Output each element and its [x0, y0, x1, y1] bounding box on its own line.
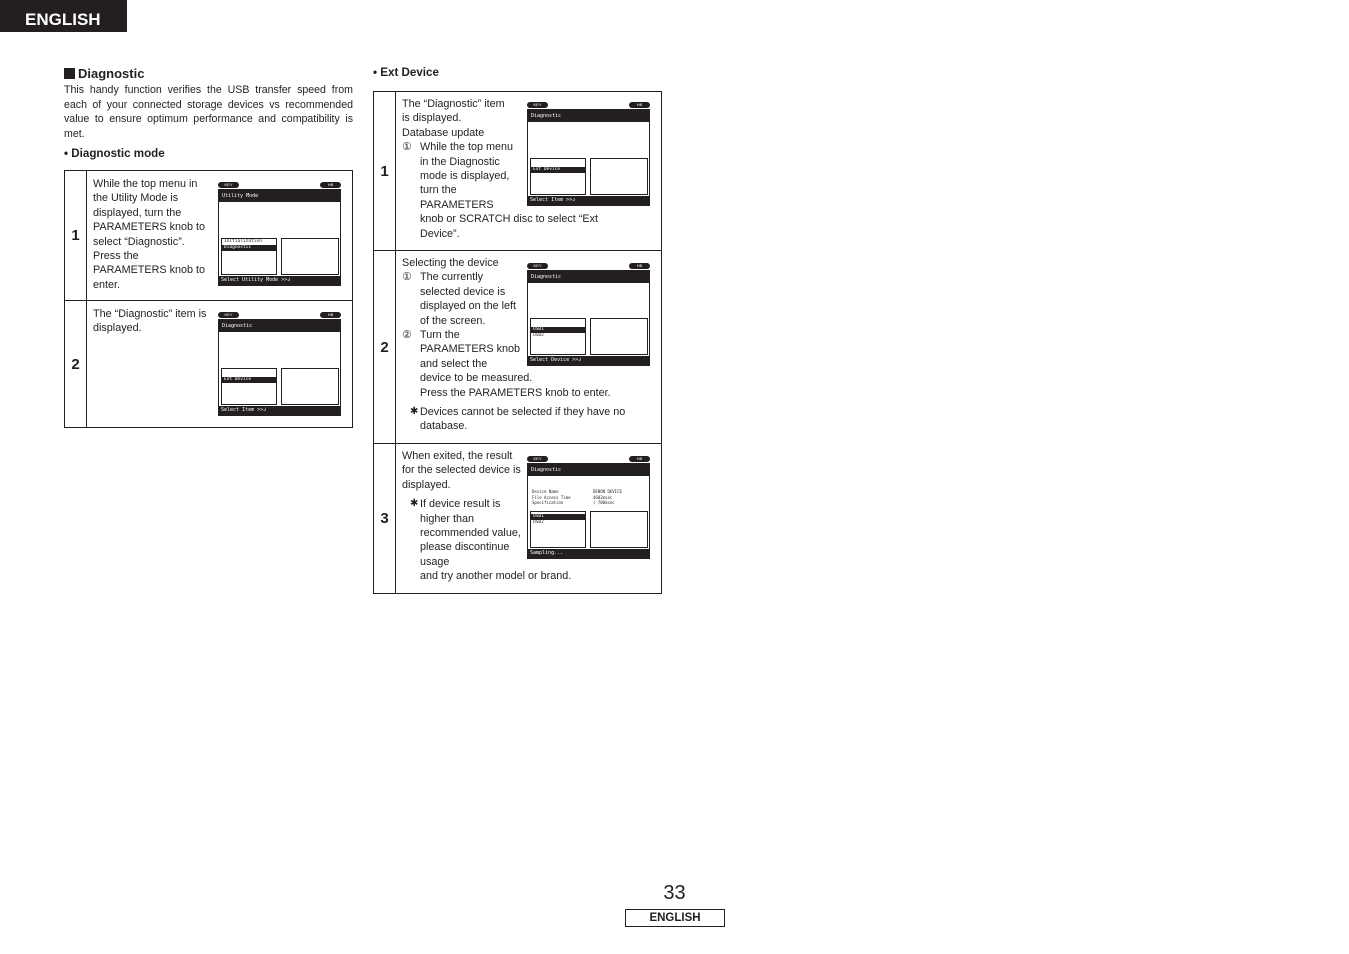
step-row [374, 92, 662, 251]
step-subitem-cont: knob or SCRATCH disc to select “Ext Device”. [420, 213, 599, 240]
section-title [64, 66, 144, 81]
step-line: is displayed. [402, 112, 462, 125]
info-value: ( 700msec [593, 500, 615, 505]
language-tab: ENGLISH [0, 0, 127, 32]
hb-indicator: HB [629, 102, 650, 108]
step-row [374, 444, 662, 594]
lcd-footer: Select Item >>↲ [219, 406, 340, 415]
lcd-screen [218, 312, 341, 416]
step-line: Database update [402, 126, 485, 139]
lcd-frame [527, 463, 650, 559]
diagnostic-mode-steps [64, 170, 353, 428]
step-number: 1 [65, 171, 87, 301]
ext-device-heading: • Ext Device [373, 66, 439, 79]
lcd-list [530, 158, 586, 195]
lcd-info-box [590, 318, 648, 355]
asterisk-icon: ✱ [410, 406, 419, 418]
step-row [374, 251, 662, 444]
lcd-frame [218, 319, 341, 416]
info-key: Specification [532, 500, 564, 505]
lcd-footer: Select Item >>↲ [528, 196, 649, 205]
hb-indicator: HB [320, 312, 341, 318]
step-subitem-cont: Press the PARAMETERS knob to enter. [420, 386, 611, 399]
lcd-frame [218, 189, 341, 286]
circled-number-1: ① [402, 271, 412, 284]
step-number: 2 [65, 301, 87, 428]
lcd-frame [527, 270, 650, 366]
lcd-info-box [281, 238, 339, 275]
step-subitem-text: The currently selected device is displayed on the left of the screen. [420, 271, 517, 327]
step-note-cont: and try another model or brand. [420, 570, 572, 583]
info-key: File Access Time [532, 494, 571, 500]
lcd-list-item-selected: Ext Device [222, 377, 276, 383]
step-note [402, 405, 664, 434]
lcd-result-info [532, 489, 647, 506]
lcd-info-box [281, 368, 339, 405]
lcd-title: Diagnostic [219, 320, 340, 332]
circled-number-2: ② [402, 329, 412, 342]
hb-indicator: HB [320, 182, 341, 188]
lcd-list [530, 511, 586, 548]
page-number: 33 [663, 882, 686, 904]
lcd-screen [527, 456, 650, 559]
lcd-list-item-selected: Ext Device [531, 167, 585, 173]
info-value: 4602msec [593, 494, 613, 500]
lcd-footer: Select Device >>↲ [528, 356, 649, 365]
hb-indicator: HB [629, 263, 650, 269]
step-note [402, 497, 522, 569]
key-indicator: KEY [218, 312, 239, 318]
lcd-footer: Sampling... [528, 549, 649, 558]
section-title-text: Diagnostic [78, 66, 145, 81]
intro-paragraph: This handy function verifies the USB transfer speed from each of your connected storage devices vs recommended value to ensure optimum performance and compatibility is met. [64, 84, 353, 140]
info-row [532, 500, 647, 506]
hb-indicator: HB [629, 456, 650, 462]
lcd-screen [218, 182, 341, 286]
step-note-text: If device result is higher than recommended value, please discontinue usage [420, 498, 521, 568]
step-body [396, 92, 662, 251]
lcd-title: Utility Mode [219, 190, 340, 202]
lcd-list [221, 238, 277, 275]
asterisk-icon: ✱ [410, 498, 419, 510]
step-subitem-cont: device to be measured. [420, 372, 533, 385]
key-indicator: KEY [218, 182, 239, 188]
footer-language-label: ENGLISH [625, 909, 725, 927]
step-body [87, 171, 353, 301]
lcd-list-item: USB2 [533, 520, 544, 525]
lcd-list [221, 368, 277, 405]
ext-device-steps [373, 91, 662, 594]
step-subitem-text: Turn the PARAMETERS knob and select the [420, 329, 521, 370]
step-number: 2 [374, 251, 396, 444]
step-row [65, 171, 353, 301]
circled-number-1: ① [402, 141, 412, 154]
step-line: The “Diagnostic” item [402, 98, 505, 110]
step-line: Selecting the device [402, 257, 499, 269]
key-indicator: KEY [527, 456, 548, 462]
step-body [396, 444, 662, 594]
lcd-screen [527, 102, 650, 206]
step-subitem [402, 140, 522, 212]
lcd-info-box [590, 158, 648, 195]
step-subitem [402, 328, 524, 371]
step-text: The “Diagnostic” item is displayed. [93, 308, 207, 335]
step-number: 1 [374, 92, 396, 251]
lcd-title: Diagnostic [528, 110, 649, 122]
key-indicator: KEY [527, 102, 548, 108]
lcd-footer: Select Utility Mode >>↲ [219, 276, 340, 285]
step-subitem [402, 270, 522, 328]
lcd-info-box [590, 511, 648, 548]
step-number: 3 [374, 444, 396, 594]
square-bullet-icon [64, 68, 75, 79]
step-body [87, 301, 353, 428]
lcd-list-item: USB2 [533, 333, 544, 338]
step-subitem-text: While the top menu in the Diagnostic mode is displayed, turn the PARAMETERS [420, 141, 514, 211]
step-note-text: Devices cannot be selected if they have no database. [420, 406, 626, 433]
diagnostic-mode-heading: • Diagnostic mode [64, 147, 165, 160]
lcd-list-item-selected: USB1 [531, 327, 585, 333]
lcd-list [530, 318, 586, 355]
step-body [396, 251, 662, 444]
info-value: DENON DEVICE [593, 489, 622, 494]
step-row [65, 301, 353, 428]
lcd-list-item-selected: Diagnostic [222, 245, 276, 251]
info-key: Device Name [532, 489, 559, 494]
lcd-title: Diagnostic [528, 464, 649, 476]
lcd-list-item: Initialization [224, 239, 262, 244]
key-indicator: KEY [527, 263, 548, 269]
lcd-title: Diagnostic [528, 271, 649, 283]
lcd-list-item-selected: USB1 [531, 514, 585, 520]
step-line: When exited, the result for the selected device is displayed. [402, 450, 521, 491]
step-text: While the top menu in the Utility Mode is displayed, turn the PARAMETERS knob to select “Diagnostic”. Press the PARAMETERS knob to enter. [93, 178, 206, 291]
lcd-frame [527, 109, 650, 206]
lcd-screen [527, 263, 650, 366]
